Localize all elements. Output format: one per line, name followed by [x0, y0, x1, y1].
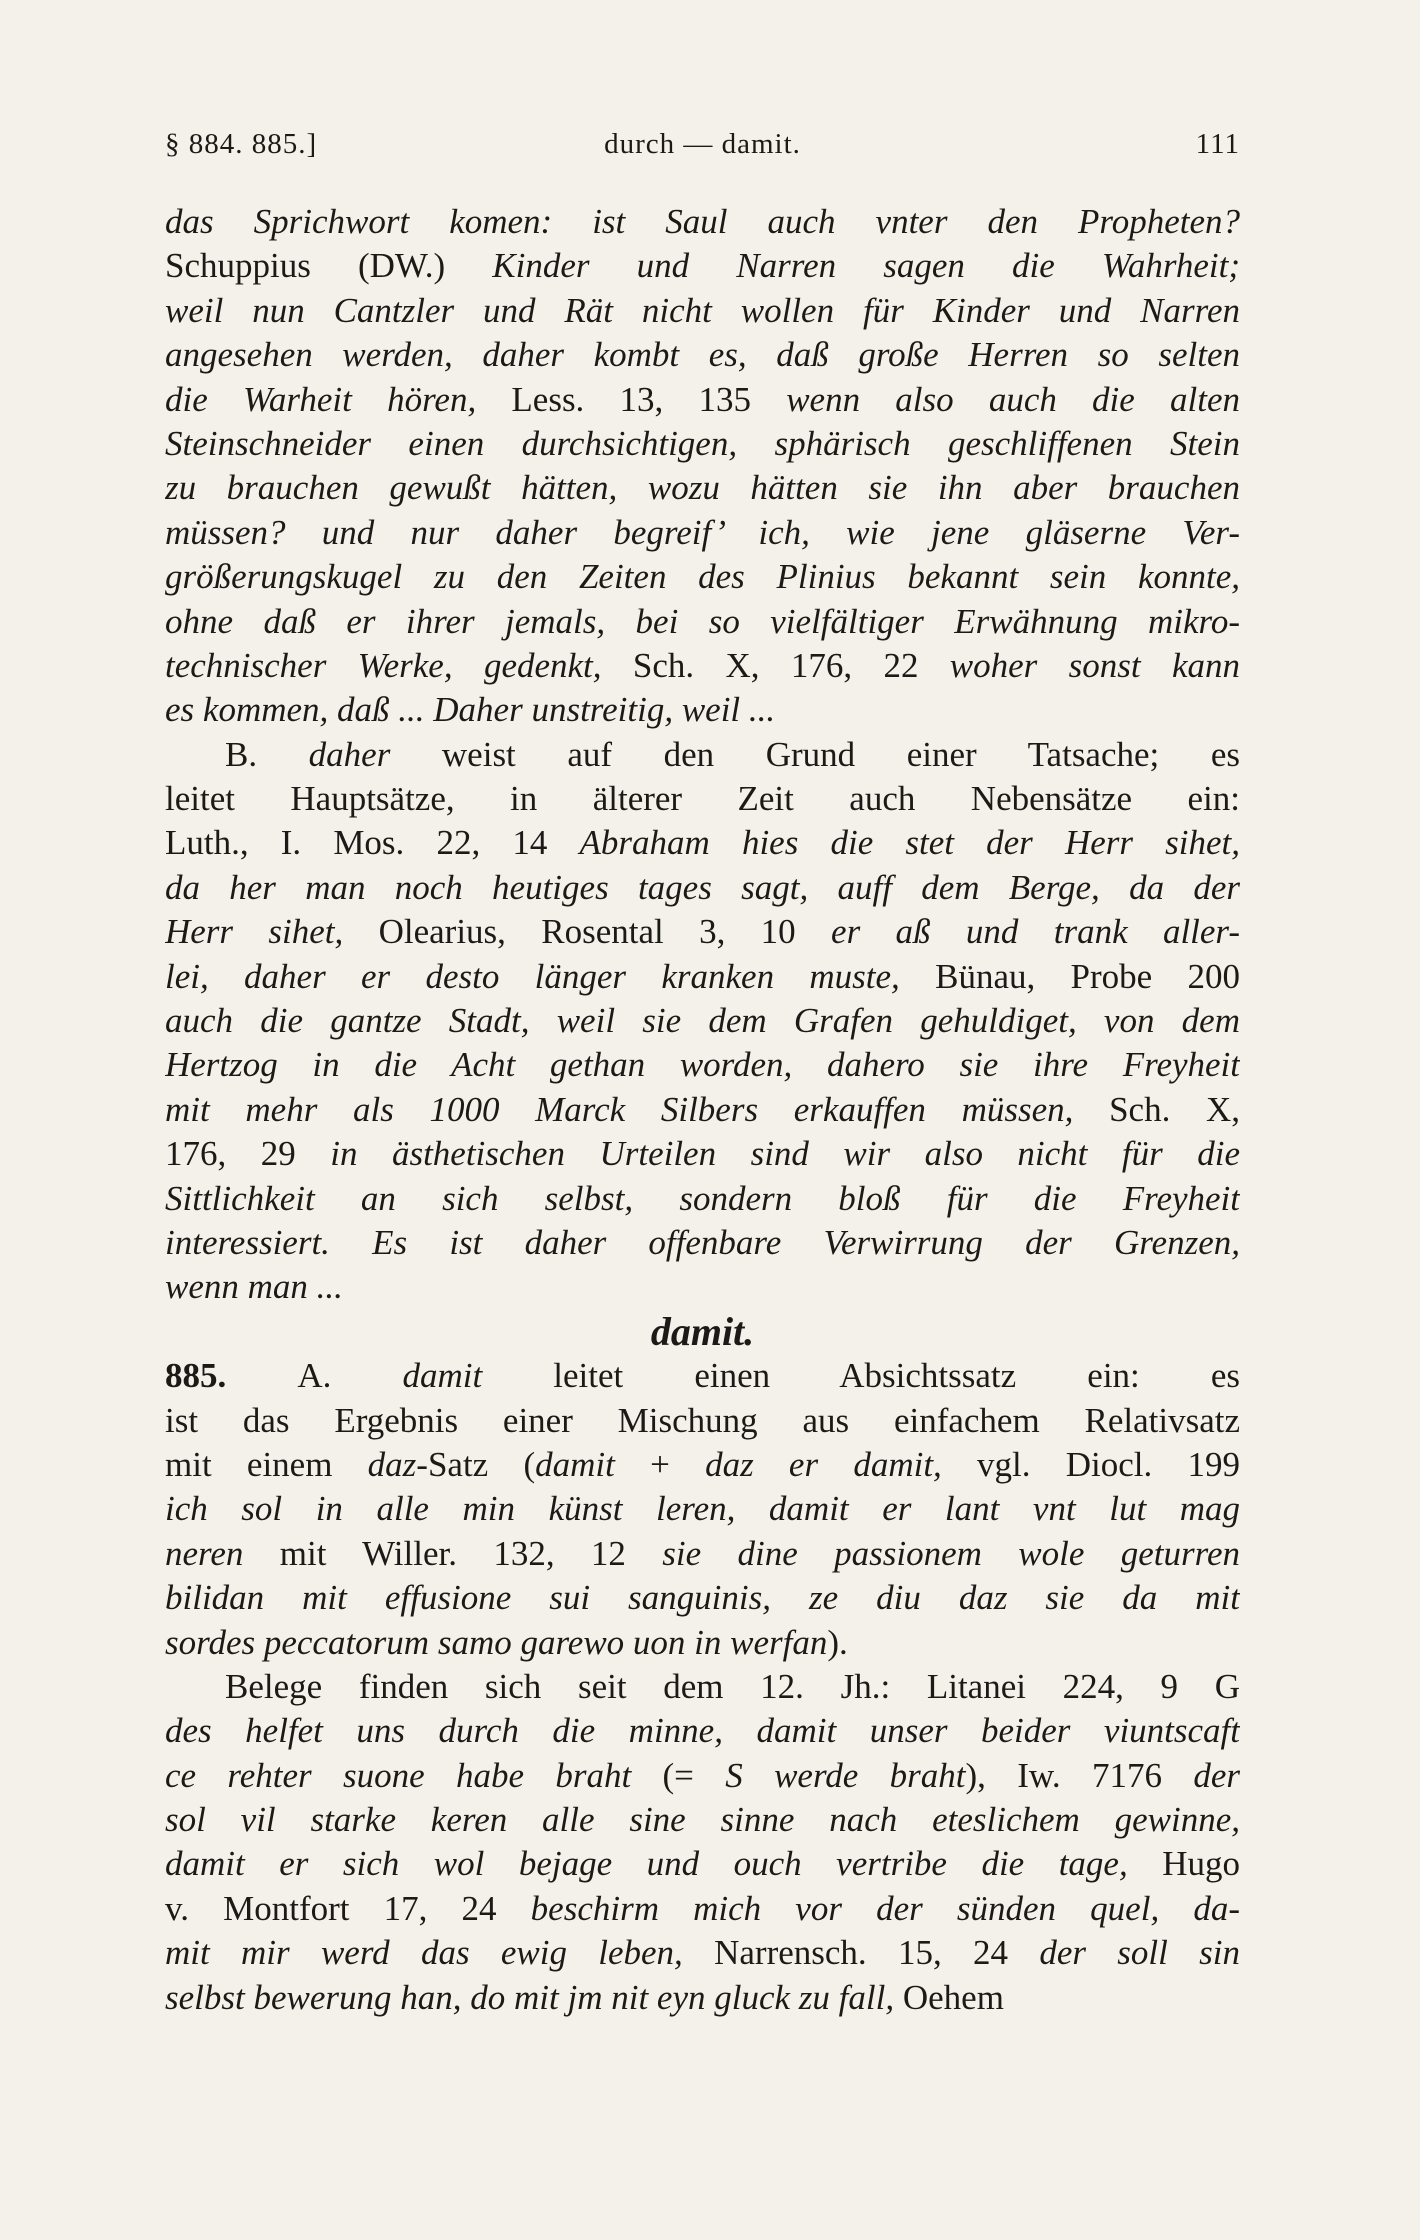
italic-segment: auch die gantze Stadt, weil sie dem Grafen gehuldiget, von dem — [165, 1001, 1240, 1041]
text-line — [165, 244, 1240, 288]
italic-segment: S werde braht — [725, 1755, 966, 1795]
italic-segment: der — [1193, 1755, 1240, 1795]
text-line — [165, 821, 1240, 865]
text-segment: ). — [827, 1622, 848, 1662]
italic-segment: sordes peccatorum samo garewo uon in werfan — [165, 1622, 828, 1662]
italic-segment: müssen? und nur daher begreif’ ich, wie jene gläserne Ver- — [165, 512, 1240, 552]
text-line — [165, 1088, 1240, 1132]
text-line — [165, 1443, 1240, 1487]
italic-segment: angesehen werden, daher kombt es, daß große Herren so selten — [165, 335, 1240, 375]
text-line — [165, 1842, 1240, 1886]
text-line — [165, 289, 1240, 333]
text-segment: Sch. X, 176, 22 — [632, 645, 950, 685]
italic-segment: wenn man ... — [165, 1267, 343, 1307]
text-line — [165, 1576, 1240, 1620]
text-segment: ), Iw. 7176 — [965, 1755, 1194, 1795]
text-line — [165, 466, 1240, 510]
italic-segment: Abraham hies die stet der Herr sihet, — [579, 823, 1240, 863]
italic-segment: Steinschneider einen durchsichtigen, sphärisch geschliffenen Stein — [165, 423, 1240, 463]
italic-segment: zu brauchen gewußt hätten, wozu hätten sie ihn aber brauchen — [165, 468, 1240, 508]
text-line — [165, 600, 1240, 644]
text-line — [165, 1976, 1240, 2020]
running-header — [165, 128, 1240, 168]
italic-segment: sie dine passionem wole geturren — [662, 1533, 1240, 1573]
text-line — [165, 511, 1240, 555]
italic-segment: wenn also auch die alten — [786, 379, 1240, 419]
italic-segment: woher sonst kann — [949, 645, 1240, 685]
text-segment: damit. — [650, 1309, 755, 1354]
italic-segment: ce rehter suone habe braht — [165, 1755, 663, 1795]
text-line — [165, 1132, 1240, 1176]
italic-segment: sol vil starke keren alle sine sinne nach eteslichem gewinne, — [165, 1800, 1240, 1840]
text-segment: (= — [662, 1755, 726, 1795]
text-line — [165, 1221, 1240, 1265]
italic-segment: weil nun Cantzler und Rät nicht wollen für Kinder und Narren — [165, 290, 1240, 330]
italic-segment: der soll sin — [1039, 1933, 1240, 1973]
text-segment: vgl. Diocl. 199 — [977, 1444, 1240, 1484]
italic-segment: in ästhetischen Urteilen sind wir also nicht für die — [330, 1134, 1240, 1174]
text-line — [165, 688, 1240, 732]
text-line — [165, 1931, 1240, 1975]
italic-segment: größerungskugel zu den Zeiten des Plinius bekannt sein konnte, — [165, 557, 1240, 597]
text-segment: ist das Ergebnis einer Mischung aus einfachem Relativsatz — [165, 1400, 1240, 1440]
text-line — [165, 1487, 1240, 1531]
text-segment: Bünau, Probe 200 — [935, 956, 1240, 996]
italic-segment: beschirm mich vor der sünden quel, da- — [530, 1888, 1240, 1928]
text-line — [165, 644, 1240, 688]
text-line — [165, 200, 1240, 244]
italic-segment: interessiert. Es ist daher offenbare Verwirrung der Grenzen, — [165, 1222, 1240, 1262]
text-line — [165, 1043, 1240, 1087]
italic-segment: daz er damit, — [705, 1444, 978, 1484]
text-segment: Oehem — [902, 1977, 1004, 2017]
italic-segment: Herr sihet, — [165, 912, 379, 952]
text-line — [165, 777, 1240, 821]
italic-segment: selbst bewerung han, do mit jm nit eyn gluck zu fall, — [165, 1977, 903, 2017]
italic-segment: technischer Werke, gedenkt, — [165, 645, 633, 685]
italic-segment: bilidan mit effusione sui sanguinis, ze diu daz sie da mit — [165, 1578, 1240, 1618]
italic-segment: da her man noch heutiges tages sagt, auff dem Berge, da der — [165, 867, 1240, 907]
text-segment: Less. 13, 135 — [511, 379, 787, 419]
italic-segment: das Sprichwort komen: ist Saul auch vnter den Propheten? — [165, 202, 1240, 241]
text-segment: mit einem — [165, 1444, 368, 1484]
text-line — [165, 1887, 1240, 1931]
italic-segment: Sittlichkeit an sich selbst, sondern bloß für die Freyheit — [165, 1178, 1240, 1218]
italic-segment: daz — [367, 1444, 417, 1484]
italic-segment: es kommen, daß ... Daher unstreitig, weil ... — [165, 690, 776, 730]
text-line — [165, 422, 1240, 466]
text-line — [165, 1709, 1240, 1753]
italic-segment: Hertzog in die Acht gethan worden, dahero sie ihre Freyheit — [165, 1045, 1240, 1085]
text-line — [165, 333, 1240, 377]
italic-segment: Kinder und Narren sagen die Wahrheit; — [492, 246, 1240, 286]
text-line — [165, 1177, 1240, 1221]
running-title: durch — damit. — [604, 128, 801, 160]
paragraph-number: 885. — [165, 1356, 298, 1396]
section-reference: § 884. 885.] — [165, 128, 318, 160]
text-line — [165, 1621, 1240, 1665]
text-segment: leitet einen Absichtssatz ein: es — [553, 1356, 1240, 1396]
text-segment: v. Montfort 17, 24 — [165, 1888, 531, 1928]
italic-segment: ich sol in alle min künst leren, damit er lant vnt lut mag — [165, 1489, 1240, 1529]
text-segment: 176, 29 — [165, 1134, 331, 1174]
text-line — [165, 733, 1240, 777]
page-number: 111 — [1195, 128, 1240, 160]
text-segment: Narrensch. 15, 24 — [714, 1933, 1040, 1973]
italic-segment: damit er sich wol bejage und ouch vertribe die tage, — [165, 1844, 1163, 1884]
italic-segment: ohne daß er ihrer jemals, bei so vielfältiger Erwähnung mikro- — [165, 601, 1240, 641]
text-line — [165, 1532, 1240, 1576]
text-segment: B. — [225, 734, 309, 774]
italic-segment: mit mir werd das ewig leben, — [165, 1933, 715, 1973]
text-segment: Schuppius (DW.) — [165, 246, 493, 286]
text-line — [165, 378, 1240, 422]
text-segment: -Satz ( — [416, 1444, 536, 1484]
text-segment: Luth., I. Mos. 22, 14 — [165, 823, 580, 863]
italic-segment: mit mehr als 1000 Marck Silbers erkauffen müssen, — [165, 1089, 1110, 1129]
italic-segment: damit — [402, 1356, 554, 1396]
text-line — [165, 1399, 1240, 1443]
text-segment: A. — [297, 1356, 403, 1396]
text-line — [165, 955, 1240, 999]
italic-segment: er aß und trank aller- — [831, 912, 1240, 952]
italic-segment: des helfet uns durch die minne, damit unser beider viuntscaft — [165, 1711, 1240, 1751]
text-line — [165, 1354, 1240, 1398]
text-segment: + — [650, 1444, 706, 1484]
text-line — [165, 1754, 1240, 1798]
text-segment: weist auf den Grund einer Tatsache; es — [441, 734, 1240, 774]
text-segment: leitet Hauptsätze, in älterer Zeit auch Nebensätze ein: — [165, 779, 1240, 819]
italic-segment: die Warheit hören, — [165, 379, 512, 419]
text-line — [165, 555, 1240, 599]
italic-segment: neren — [165, 1533, 280, 1573]
text-line — [165, 866, 1240, 910]
italic-segment: lei, daher er desto länger kranken muste, — [165, 956, 936, 996]
text-segment: mit Willer. 132, 12 — [279, 1533, 663, 1573]
italic-segment: damit — [535, 1444, 651, 1484]
text-segment: Hugo — [1162, 1844, 1240, 1884]
page-body-text — [165, 200, 1240, 2020]
text-line — [165, 1265, 1240, 1309]
text-segment: Belege finden sich seit dem 12. Jh.: Litanei 224, 9 G — [225, 1666, 1240, 1706]
text-segment: Sch. X, — [1109, 1089, 1240, 1129]
text-line — [165, 1798, 1240, 1842]
text-line — [165, 999, 1240, 1043]
text-segment: Olearius, Rosental 3, 10 — [378, 912, 832, 952]
text-line — [165, 1665, 1240, 1709]
text-line — [165, 910, 1240, 954]
section-heading — [165, 1310, 1240, 1354]
italic-segment: daher — [308, 734, 442, 774]
